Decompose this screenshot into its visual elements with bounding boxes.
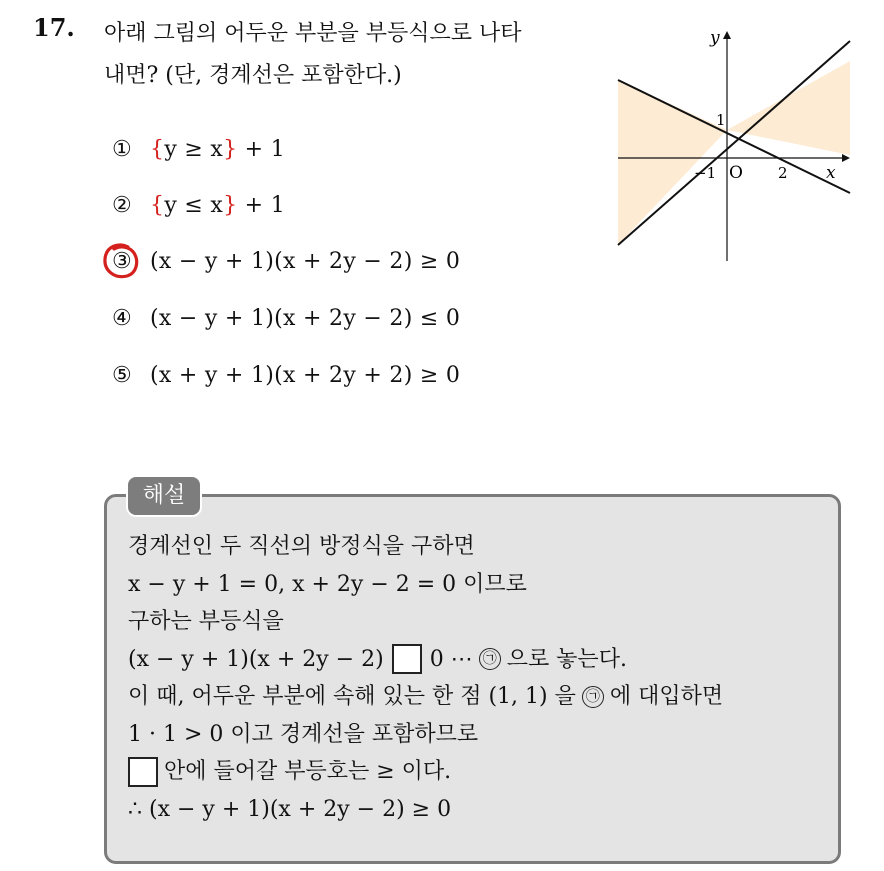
solution-line-1: 경계선인 두 직선의 방정식을 구하면 — [128, 534, 475, 559]
choice-body: y ≤ x — [164, 192, 224, 218]
choice-1[interactable] — [112, 132, 285, 166]
choice-tail: + 1 — [237, 136, 286, 162]
solution-expression: (x − y + 1)(x + 2y − 2) — [128, 646, 384, 672]
question-text — [104, 13, 594, 97]
solution-line-5-end: 에 대입하면 — [609, 684, 724, 709]
choice-expression: (x − y + 1)(x + 2y − 2) ≥ 0 — [150, 248, 461, 274]
solution-line-5-start: 이 때, 어두운 부분에 속해 있는 한 점 (1, 1) 을 — [128, 684, 576, 709]
question-text-line-2: 내면? (단, 경계선은 포함한다.) — [104, 63, 402, 88]
question-text-line-1: 아래 그림의 어두운 부분을 부등식으로 나타 — [104, 21, 522, 46]
solution-line-5 — [128, 678, 723, 716]
answer-marker-circle — [101, 241, 141, 281]
choice-number: ① — [112, 136, 132, 162]
solution-line-8: ∴ (x − y + 1)(x + 2y − 2) ≥ 0 — [128, 796, 452, 822]
tick-label-1: 1 — [716, 111, 726, 129]
choice-body: y ≥ x — [164, 136, 224, 162]
choice-number: ⑤ — [112, 362, 132, 388]
solution-line-2: x − y + 1 = 0, x + 2y − 2 = 0 이므로 — [128, 571, 527, 597]
shaded-region-right — [727, 61, 850, 155]
brace-close: } — [223, 136, 238, 162]
choice-expression: (x + y + 1)(x + 2y + 2) ≥ 0 — [150, 362, 461, 388]
choice-number: ② — [112, 192, 132, 218]
choice-expression: (x − y + 1)(x + 2y − 2) ≤ 0 — [150, 305, 461, 331]
choice-4[interactable] — [112, 301, 460, 335]
brace-open: { — [150, 136, 165, 162]
brace-open: { — [150, 192, 165, 218]
solution-zero: 0 ⋯ — [429, 646, 473, 672]
solution-line-4 — [128, 641, 723, 679]
answer-blank-box — [128, 757, 158, 787]
choice-5[interactable] — [112, 358, 460, 392]
choice-number: ③ — [112, 248, 132, 274]
solution-line-7 — [128, 753, 723, 791]
circled-giyeok-marker: ㉠ — [582, 686, 604, 708]
choice-expression — [150, 193, 285, 218]
inequality-graph — [610, 25, 858, 265]
y-axis-arrow — [723, 31, 731, 39]
choice-number: ④ — [112, 305, 132, 331]
answer-blank-box — [392, 644, 422, 674]
x-axis-arrow — [842, 154, 850, 162]
solution-text — [128, 528, 723, 828]
solution-line-7-text: 안에 들어갈 부등호는 ≥ 이다. — [164, 759, 452, 784]
choice-2[interactable] — [112, 188, 285, 222]
tick-label-2: 2 — [778, 164, 788, 182]
solution-line-3: 구하는 부등식을 — [128, 609, 284, 634]
choice-3[interactable] — [112, 244, 460, 278]
choice-expression — [150, 137, 285, 162]
circled-giyeok-marker: ㉠ — [479, 648, 501, 670]
brace-close: } — [223, 192, 238, 218]
choice-tail: + 1 — [237, 192, 286, 218]
x-axis-label: x — [826, 163, 836, 183]
origin-label: O — [729, 163, 743, 183]
y-axis-label: y — [710, 28, 720, 48]
question-number: 17. — [33, 13, 75, 42]
solution-line-6: 1 · 1 > 0 이고 경계선을 포함하므로 — [128, 721, 479, 747]
solution-tag: 해설 — [126, 475, 202, 517]
solution-line-4-end: 으로 놓는다. — [506, 646, 627, 672]
tick-label-neg1: −1 — [694, 164, 717, 182]
